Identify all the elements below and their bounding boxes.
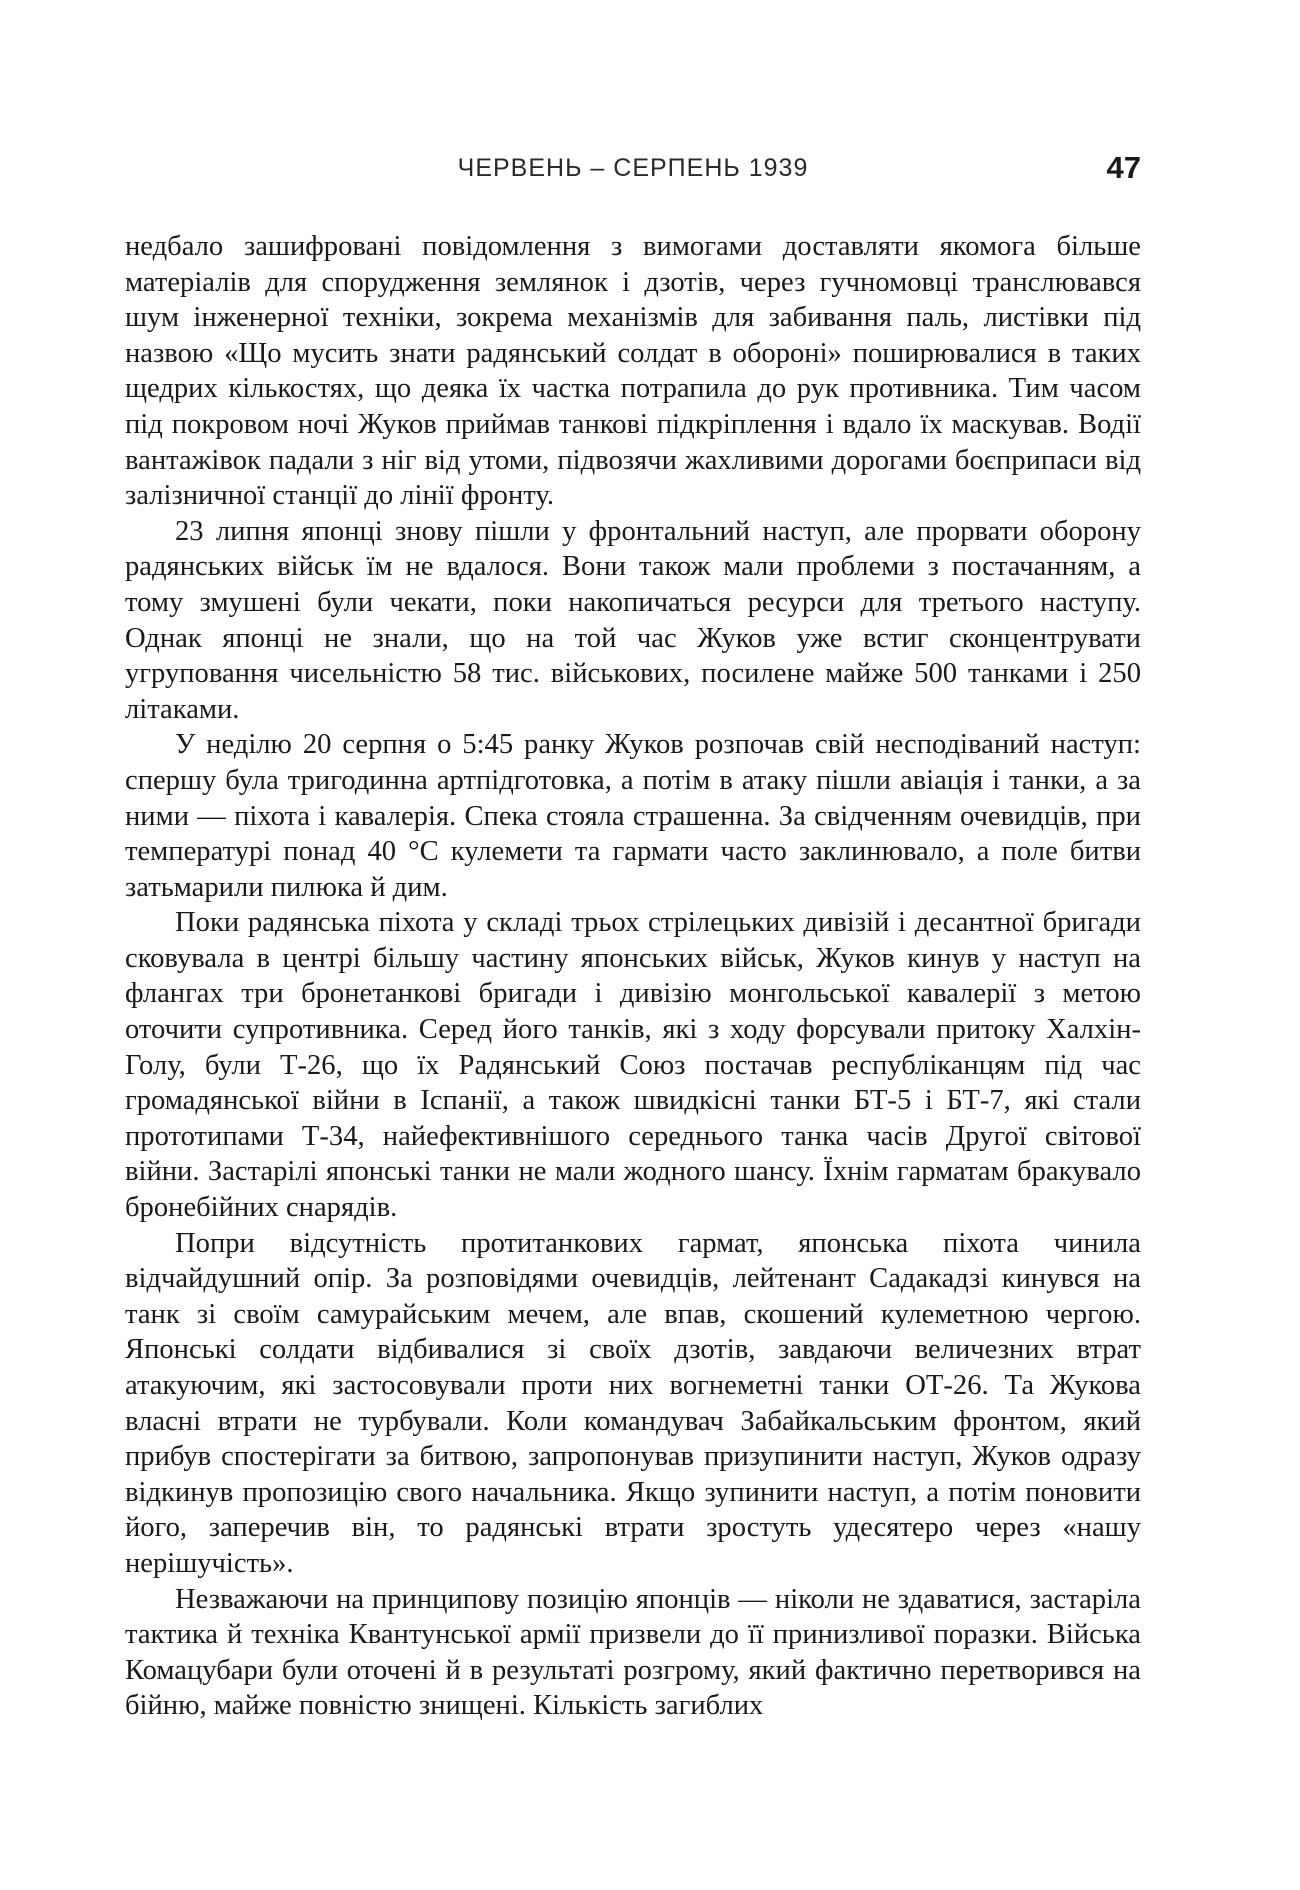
running-header (125, 150, 1141, 190)
paragraph-3: У неділю 20 серпня о 5:45 ранку Жуков розпочав свій несподіваний наступ: спершу була тригодинна артпідготовка, а потім в атаку пішли авіація і танки, а за ними — піхота і кавалерія. Спека стояла страшенна. За свідченням очевидців, при температурі понад 40 °C кулемети та гармати часто заклинювало, а поле битви затьмарили пилюка й дим. (125, 729, 1141, 903)
running-title: ЧЕРВЕНЬ – СЕРПЕНЬ 1939 (457, 154, 809, 182)
paragraph-5: Попри відсутність протитанкових гармат, японська піхота чинила відчайдушний опір. За розповідями очевидців, лейтенант Садакадзі кинувся на танк зі своїм самурайським мечем, але впав, скошений кулеметною чергою. Японські солдати відбивалися зі своїх дзотів, завдаючи величезних втрат атакуючим, які застосовували проти них вогнеметні танки ОТ-26. Та Жукова власні втрати не турбували. Коли командувач Забайкальським фронтом, який прибув спостерігати за битвою, запропонував призупинити наступ, Жуков одразу відкинув пропозицію свого начальника. Якщо зупинити наступ, а потім поновити його, заперечив він, то радянські втрати зростуть удесятеро через «нашу нерішучість». (125, 1227, 1141, 1579)
paragraph-6: Незважаючи на принципову позицію японців — ніколи не здаватися, застаріла тактика й техніка Квантунської армії призвели до її принизливої поразки. Війська Комацубари були оточені й в результаті розгрому, який фактично перетворився на бійню, майже повністю знищені. Кількість загиблих (125, 1583, 1141, 1722)
page-number: 47 (1106, 150, 1141, 185)
paragraph-4: Поки радянська піхота у складі трьох стрілецьких дивізій і десантної бригади сковувала в центрі більшу частину японських військ, Жуков кинув у наступ на флангах три бронетанкові бригади і дивізію монгольської кавалерії з метою оточити супротивника. Серед його танків, які з ходу форсували притоку Халхін-Голу, були Т-26, що їх Радянський Союз постачав республіканцям під час громадянської війни в Іспанії, а також швидкісні танки БТ-5 і БТ-7, які стали прототипами Т-34, найефективнішого середнього танка часів Другої світової війни. Застарілі японські танки не мали жодного шансу. Їхнім гарматам бракувало бронебійних снарядів. (125, 907, 1141, 1224)
body-text (125, 229, 1141, 1724)
paragraph-1: недбало зашифровані повідомлення з вимогами доставляти якомога більше матеріалів для спорудження землянок і дзотів, через гучномовці транслювався шум інженерної техніки, зокрема механізмів для забивання паль, листівки під назвою «Що мусить знати радянський солдат в обороні» поширювалися в таких щедрих кількостях, що деяка їх частка потрапила до рук противника. Тим часом під покровом ночі Жуков приймав танкові підкріплення і вдало їх маскував. Водії вантажівок падали з ніг від утоми, підвозячи жахливими дорогами боєприпаси від залізничної станції до лінії фронту. (125, 231, 1141, 512)
paragraph-2: 23 липня японці знову пішли у фронтальний наступ, але прорвати оборону радянських військ їм не вдалося. Вони також мали проблеми з постачанням, а тому змушені були чекати, поки накопичаться ресурси для третього наступу. Однак японці не знали, що на той час Жуков уже встиг сконцентрувати угруповання чисельністю 58 тис. військових, посилене майже 500 танками і 250 літаками. (125, 515, 1141, 725)
